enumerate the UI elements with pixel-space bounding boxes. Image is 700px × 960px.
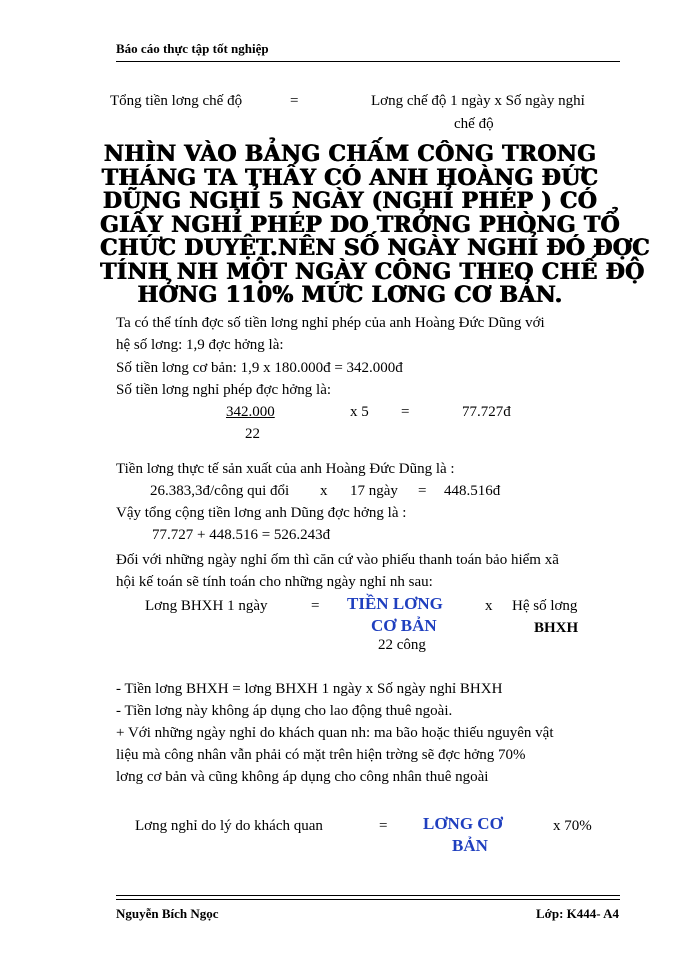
fraction-numerator: 342.000 — [226, 404, 275, 420]
fraction-times: x 5 — [350, 404, 369, 420]
highlight-line: TÍNH NH MỘT NGÀY CÔNG THEO CHẾ ĐỘ — [100, 258, 645, 285]
bhxh-coef-line2: BHXH — [534, 620, 579, 636]
base-salary-line: Số tiền lơng cơ bản: 1,9 x 180.000đ = 342.000đ — [116, 360, 403, 376]
bhxh-intro-line2: hội kế toán sẽ tính toán cho những ngày nghỉ nh sau: — [116, 574, 433, 590]
highlight-paragraph — [100, 141, 650, 308]
footer-rule-bottom — [116, 899, 620, 900]
highlight-line: THÁNG TA THẤY CÓ ANH HOÀNG ĐỨC — [101, 164, 599, 191]
actual-pay-label: Tiền lơng thực tế sản xuất của anh Hoàng Đức Dũng là : — [116, 461, 455, 477]
calc-intro-line2: hệ số lơng: 1,9 đợc hởng là: — [116, 337, 284, 353]
fraction-denominator: 22 — [245, 426, 260, 442]
formula1-right-line1: Lơng chế độ 1 ngày x Số ngày nghỉ — [371, 93, 585, 109]
bhxh-bullet2: - Tiền lơng này không áp dụng cho lao động thuê ngoài. — [116, 703, 453, 719]
formula3-right: x 70% — [553, 818, 592, 834]
highlight-line: HỞNG 110% MỨC LƠNG CƠ BẢN. — [137, 282, 563, 308]
formula3-base-salary-line1: LƠNG CƠ — [423, 814, 503, 833]
header-rule — [116, 61, 620, 62]
bhxh-formula-left: Lơng BHXH 1 ngày — [145, 598, 268, 614]
formula1-equals: = — [290, 93, 299, 109]
objective-leave-line1: + Với những ngày nghỉ do khách quan nh: ma bão hoặc thiếu nguyên vật — [116, 725, 554, 741]
formula1-left: Tổng tiền lơng chế độ — [110, 93, 243, 109]
objective-leave-line3: lơng cơ bản và cũng không áp dụng cho công nhân thuê ngoài — [116, 769, 489, 785]
bhxh-coef-line1: Hệ số lơng — [512, 598, 578, 614]
bhxh-bullet1: - Tiền lơng BHXH = lơng BHXH 1 ngày x Số ngày nghỉ BHXH — [116, 681, 503, 697]
bhxh-intro-line1: Đối với những ngày nghỉ ốm thì căn cứ vào phiếu thanh toán bảo hiểm xã — [116, 552, 559, 568]
bhxh-base-salary-line2: CƠ BẢN — [371, 616, 437, 635]
highlight-line: CHỨC DUYỆT.NÊN SỐ NGÀY NGHỈ ĐÓ ĐỢC — [100, 235, 650, 261]
formula3-base-salary-line2: BẢN — [452, 836, 488, 855]
leave-pay-label: Số tiền lơng nghỉ phép đợc hởng là: — [116, 382, 332, 398]
bhxh-base-salary-line1: TIỀN LƠNG — [347, 594, 443, 613]
bhxh-formula-times: x — [485, 598, 493, 614]
formula3-left: Lơng nghỉ do lý do khách quan — [135, 818, 323, 834]
footer-class-label: Lớp: K444- A4 — [536, 906, 620, 921]
calc-intro-line1: Ta có thể tính đợc số tiền lơng nghỉ phép của anh Hoàng Đức Dũng với — [116, 315, 545, 331]
highlight-line: NHÌN VÀO BẢNG CHẤM CÔNG TRONG — [103, 141, 597, 167]
footer-rule-top — [116, 895, 620, 896]
formula3-equals: = — [379, 818, 388, 834]
highlight-line: GIẤY NGHỈ PHÉP DO TRỞNG PHÒNG TỔ — [100, 211, 620, 238]
highlight-line: DŨNG NGHỈ 5 NGÀY (NGHỈ PHÉP ) CÓ — [102, 188, 598, 214]
page-header-title: Báo cáo thực tập tốt nghiệp — [116, 41, 269, 56]
actual-calc-days: 17 ngày — [350, 483, 398, 499]
leave-pay-result: 77.727đ — [462, 404, 511, 420]
bhxh-days: 22 công — [378, 637, 426, 653]
total-pay-calc: 77.727 + 448.516 = 526.243đ — [152, 527, 331, 543]
actual-calc-equals: = — [418, 483, 427, 499]
total-pay-label: Vậy tổng cộng tiền lơng anh Dũng đợc hởng là : — [116, 505, 407, 521]
actual-calc-times: x — [320, 483, 328, 499]
actual-calc-result: 448.516đ — [444, 483, 501, 499]
objective-leave-line2: liệu mà công nhân vẫn phải có mặt trên hiện trờng sẽ đợc hởng 70% — [116, 747, 526, 763]
actual-calc-rate: 26.383,3đ/công qui đổi — [150, 483, 290, 499]
bhxh-formula-equals: = — [311, 598, 320, 614]
fraction-equals: = — [401, 404, 410, 420]
formula1-right-line2: chế độ — [454, 116, 494, 132]
footer-author-name: Nguyễn Bích Ngọc — [116, 906, 219, 921]
